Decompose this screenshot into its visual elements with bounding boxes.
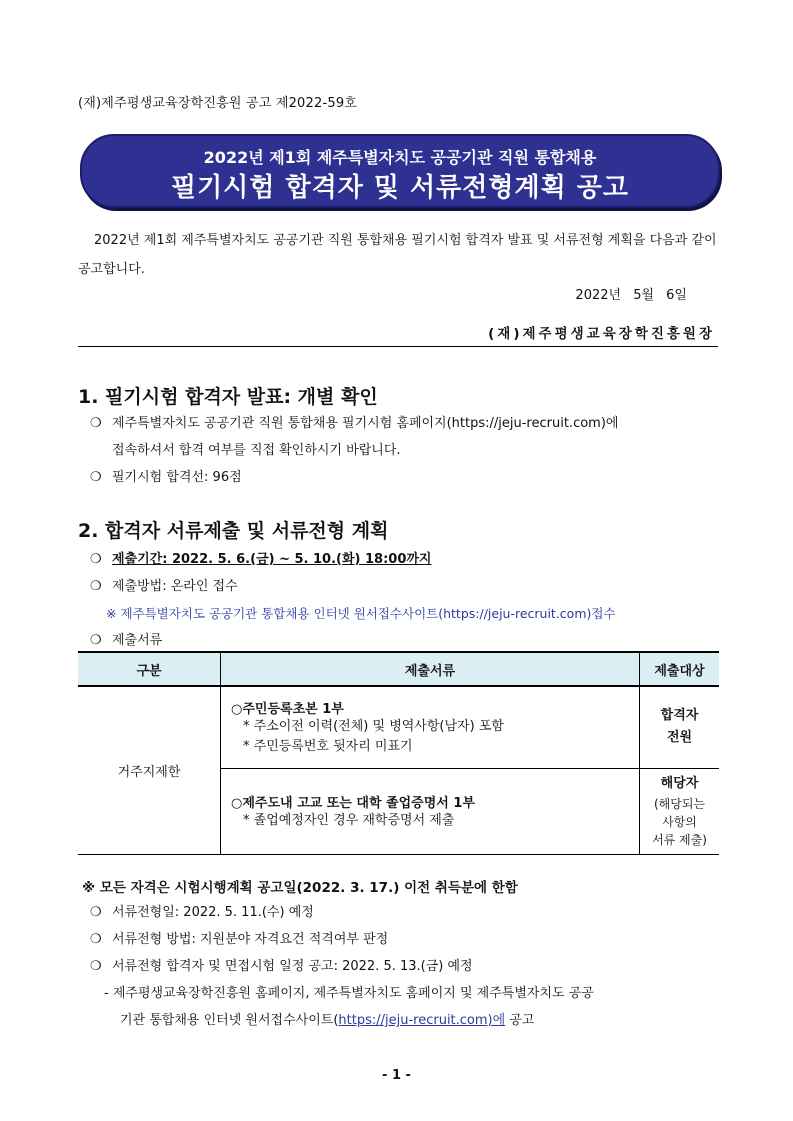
document-cell [221,686,640,768]
circle-bullet-icon: ❍ [90,905,102,920]
list-item: ❍ 서류전형 합격자 및 면접시험 일정 공고: 2022. 5. 13.(금) 예정 [90,953,720,980]
title-main: 필기시험 합격자 및 서류전형계획 공고 [170,173,630,203]
notice-number: (재)제주평생교육장학진흥원 공고 제2022-59호 [78,96,358,111]
page-number: - 1 - [382,1068,411,1083]
submission-period: 제출기간: 2022. 5. 6.(금) ~ 5. 10.(화) 18:00까지 [112,552,432,567]
announce-detail: - 제주평생교육장학진흥원 홈페이지, 제주특별자치도 홈페이지 및 제주특별자치도 공공 [104,986,594,1001]
circle-bullet-icon: ❍ [90,416,102,431]
recruit-site-link[interactable]: https://jeju-recruit.com)에 [338,1013,506,1028]
issuer-name: (재)제주평생교육장학진흥원장 [488,326,715,342]
method-note: ※ 제주특별자치도 공공기관 통합채용 인터넷 원서접수사이트(https://jeju-recruit.com)접수 [106,606,616,621]
table-header-cell: 제출서류 [221,652,640,686]
title-banner [80,134,720,208]
circle-bullet-icon: ❍ [90,633,102,648]
section1-bullet-list [90,410,720,491]
announce-detail-cont: 기관 통합채용 인터넷 원서접수사이트(https://jeju-recruit.com)에 공고 [120,1013,535,1028]
table-row [78,686,719,768]
circle-bullet-icon: ❍ [90,932,102,947]
section2-bullet-list [90,546,720,654]
document-title: ○제주도내 고교 또는 대학 졸업증명서 1부 [231,795,475,811]
qualification-note: ※ 모든 자격은 시험시행계획 공고일(2022. 3. 17.) 이전 취득분에 한함 [82,880,518,896]
table-header-row [78,652,719,686]
documents-table [78,651,719,855]
list-item: ❍ 제출서류 [90,627,720,654]
intro-paragraph: 2022년 제1회 제주특별자치도 공공기관 직원 통합채용 필기시험 합격자 발표 및 서류전형 계획을 다음과 같이 공고합니다. [78,233,717,277]
table-header-cell: 제출대상 [640,652,720,686]
document-note: * 주소이전 이력(전체) 및 병역사항(남자) 포함 [243,718,504,734]
list-item: ❍ 서류전형일: 2022. 5. 11.(수) 예정 [90,899,720,926]
list-item-continuation: 접속하셔서 합격 여부를 직접 확인하시기 바랍니다. [112,443,401,458]
section2-heading: 2. 합격자 서류제출 및 서류전형 계획 [78,520,389,542]
circle-bullet-icon: ❍ [90,579,102,594]
list-item: ❍ 필기시험 합격선: 96점 [90,464,720,491]
circle-bullet-icon: ❍ [90,470,102,485]
list-item: ❍ 서류전형 방법: 지원분야 자격요건 적격여부 판정 [90,926,720,953]
table-header-cell: 구분 [78,652,221,686]
target-cell: 해당자 (해당되는 사항의 서류 제출) [640,768,720,854]
list-item: ❍ 제주특별자치도 공공기관 직원 통합채용 필기시험 홈페이지(https://jeju-recruit.com)에 [90,410,720,437]
document-note: * 주민등록번호 뒷자리 미표기 [243,738,413,754]
title-subtitle: 2022년 제1회 제주특별자치도 공공기관 직원 통합채용 [203,148,597,167]
list-item: ❍ 제출방법: 온라인 접수 [90,573,720,600]
circle-bullet-icon: ❍ [90,959,102,974]
document-note: * 졸업예정자인 경우 재학증명서 제출 [243,812,455,828]
notice-date: 2022년 5월 6일 [575,288,687,303]
target-cell: 합격자 전원 [640,686,720,768]
list-item [90,546,720,573]
header-divider [78,346,718,347]
screening-bullet-list [90,899,720,1034]
document-title: ○주민등록초본 1부 [231,701,344,717]
section1-heading: 1. 필기시험 합격자 발표: 개별 확인 [78,386,378,408]
category-cell: 거주지제한 [78,686,221,854]
circle-bullet-icon: ❍ [90,552,102,567]
document-cell [221,768,640,854]
